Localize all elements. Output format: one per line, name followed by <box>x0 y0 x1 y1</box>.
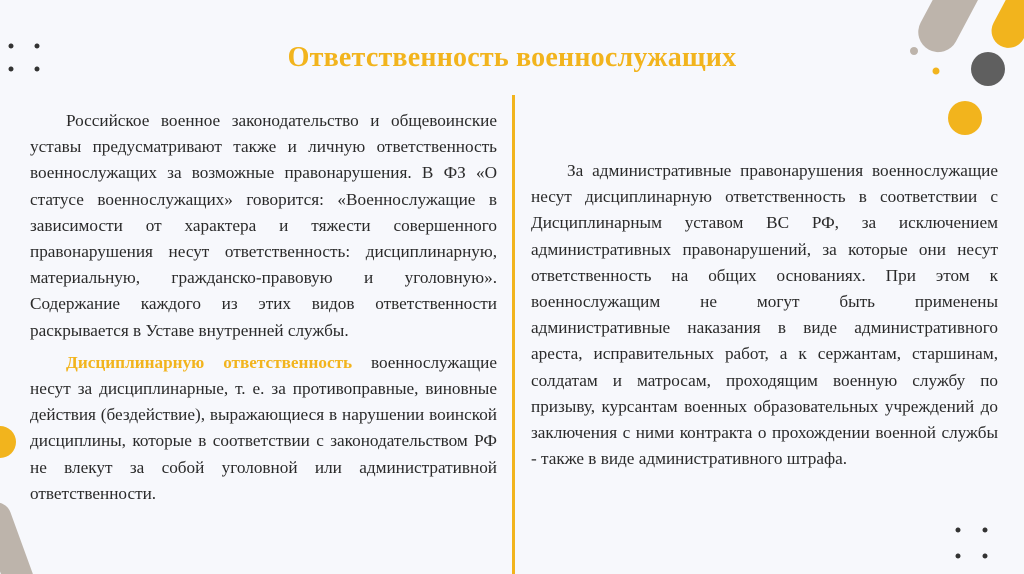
decor-half-circle-yellow <box>0 426 16 458</box>
right-paragraph-1: За административные правонарушения военнослужащие несут дисциплинарную ответственность в соответствии с Дисциплинарным уставом ВС РФ, за исключением административных правонарушений, за которые они несут ответственность на общих основаниях. При этом к военнослужащим не могут быть применены административные наказания в виде административного ареста, исправительных работ, а к сержантам, старшинам, солдатам и матросам, проходящим военную службу по призыву, курсантам военных образовательных учреждений до заключения с ними контракта о прохождении военной службы - также в виде административного штрафа. <box>531 161 998 469</box>
left-paragraph-1: Российское военное законодательство и общевоинские уставы предусматривают также и личную ответственность военнослужащих за возможные правонарушения. В ФЗ «О статусе военнослужащих» говорится: «Военнослужащие в зависимости от характера и тяжести совершенного правонарушения несут ответственность: дисциплинарную, материальную, гражданско-правовую и уголовную». Содержание каждого из этих видов ответственности раскрывается в Уставе внутренней службы. <box>30 111 497 340</box>
slide-title: Ответственность военнослужащих <box>287 42 737 73</box>
decor-circle-yellow <box>948 101 982 135</box>
right-column <box>531 158 998 472</box>
left-paragraph-2 <box>30 350 497 507</box>
left-paragraph-2-text: военнослужащие несут за дисциплинарные, т. е. за противоправные, виновные действия (бездействие), выражающиеся в нарушении воинской дисциплины, которые в соответствии с законодательством РФ не влекут за собой уголовной или административной ответственности. <box>30 352 497 503</box>
decor-pill-gray-bottom <box>0 498 43 574</box>
column-divider <box>512 95 515 574</box>
left-column <box>30 108 497 507</box>
highlight-term: Дисциплинарную ответственность <box>66 352 353 372</box>
